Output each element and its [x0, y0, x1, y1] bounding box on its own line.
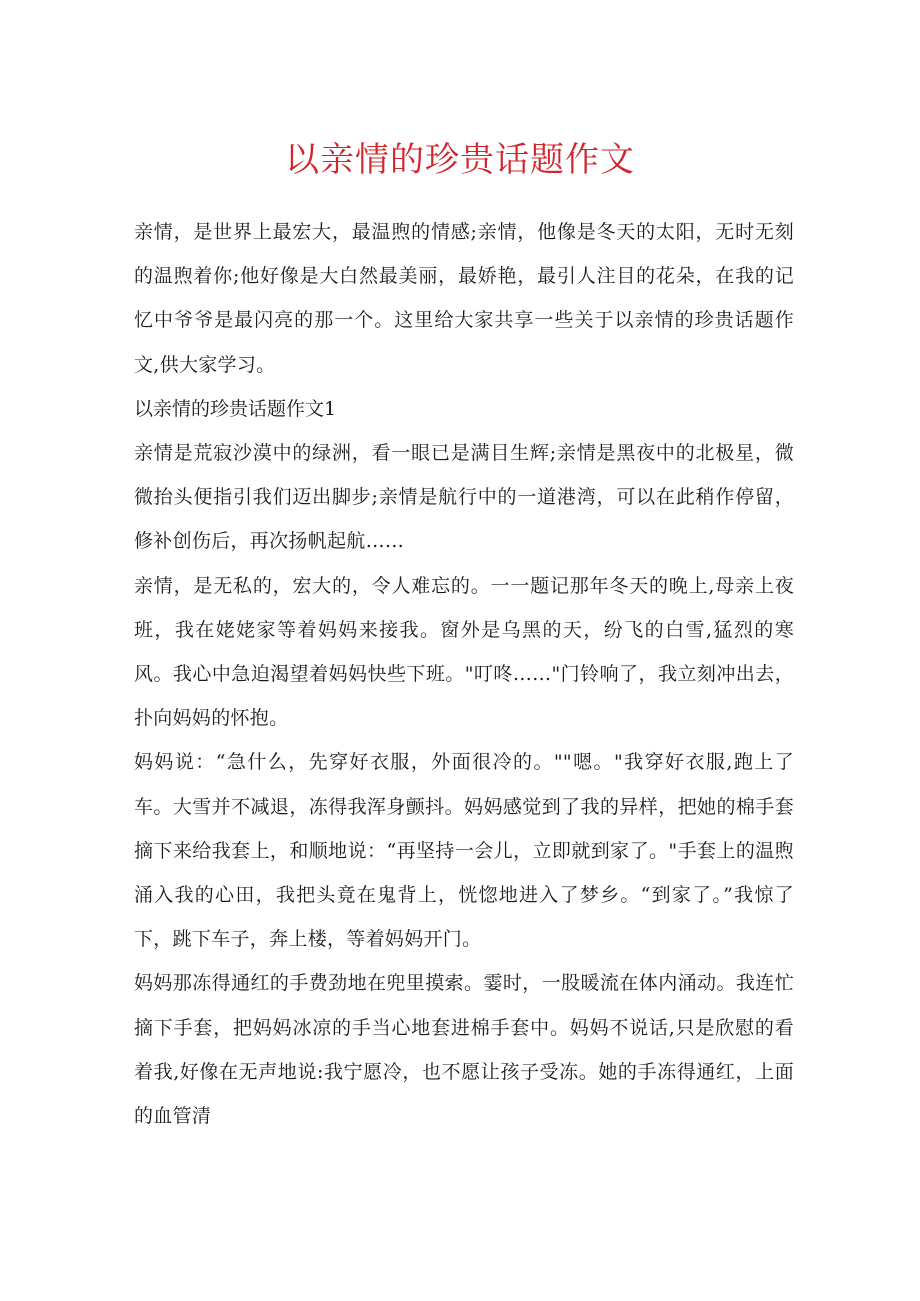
paragraph: 亲情是荒寂沙漠中的绿洲，看一眼已是满目生辉;亲情是黑夜中的北极星，微微抬头便指引我们迈出脚步;亲情是航行中的一道港湾，可以在此稍作停留，修补创伤后，再次扬帆起航…… [134, 442, 794, 553]
paragraph: 妈妈那冻得通红的手费劲地在兜里摸索。霎时，一股暖流在体内涌动。我连忙摘下手套，把妈妈冰凉的手当心地套进棉手套中。妈妈不说话,只是欣慰的看着我,好像在无声地说:我宁愿冷，也不愿让孩子受冻。她的手冻得通红，上面的血管清 [134, 972, 794, 1128]
paragraph-intro: 亲情，是世界上最宏大，最温煦的情感;亲情，他像是冬天的太阳，无时无刻的温煦着你;他好像是大白然最美丽，最娇艳，最引人注目的花朵，在我的记忆中爷爷是最闪亮的那一个。这里给大家共享一些关于以亲情的珍贵话题作文,供大家学习。 [134, 221, 794, 376]
document-body [134, 210, 794, 1138]
paragraph: 亲情，是无私的，宏大的，令人难忘的。一一题记那年冬天的晚上,母亲上夜班，我在姥姥家等着妈妈来接我。窗外是乌黑的天，纷飞的白雪,猛烈的寒风。我心中急迫渴望着妈妈快些下班。"叮咚……"门铃响了，我立刻冲出去，扑向妈妈的怀抱。 [134, 574, 794, 730]
section-heading: 以亲情的珍贵话题作文1 [134, 397, 337, 420]
paragraph: 妈妈说：“急什么，先穿好衣服，外面很冷的。""嗯。"我穿好衣服,跑上了车。大雪并不减退，冻得我浑身颤抖。妈妈感觉到了我的异样，把她的棉手套摘下来给我套上，和顺地说：“再坚持一会儿，立即就到家了。"手套上的温煦涌入我的心田，我把头竟在鬼背上，恍惚地进入了梦乡。“到家了。”我惊了下，跳下车子，奔上楼，等着妈妈开门。 [134, 751, 794, 951]
page-title: 以亲情的珍贵话题作文 [285, 140, 635, 180]
